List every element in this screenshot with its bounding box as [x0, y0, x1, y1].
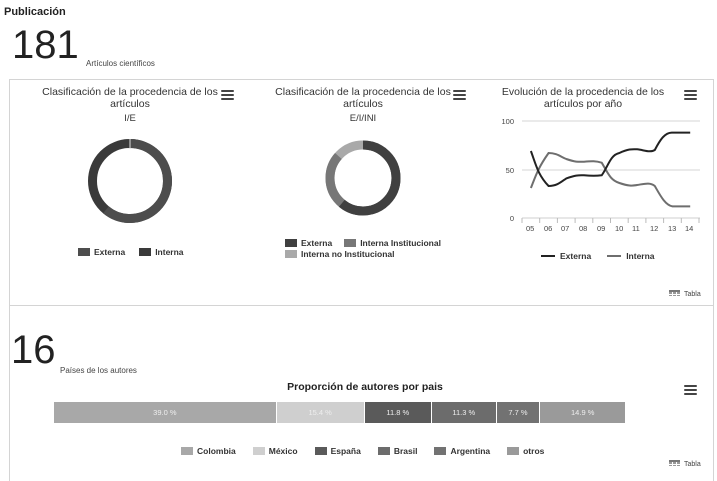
- legend-item-externa[interactable]: Externa: [541, 251, 591, 261]
- chart-ie-title: Clasificación de la procedencia de los artículos: [42, 86, 218, 110]
- legend-swatch: [315, 447, 327, 455]
- table-button-articles[interactable]: Tabla: [669, 290, 701, 299]
- chart-eiini-donut: [323, 138, 403, 218]
- chart-eiini: [258, 86, 468, 124]
- legend-item-mexico[interactable]: México: [253, 446, 298, 456]
- legend-item-argentina[interactable]: Argentina: [434, 446, 490, 456]
- table-button-countries[interactable]: Tabla: [669, 460, 701, 469]
- legend-swatch: [507, 447, 519, 455]
- chart-evolution-menu-icon[interactable]: [684, 90, 697, 100]
- bar-segment-argentina[interactable]: 7.7 %: [497, 402, 541, 423]
- y-tick-100: 100: [501, 117, 514, 126]
- legend-line: [607, 255, 621, 257]
- chart-eiini-menu-icon[interactable]: [453, 90, 466, 100]
- legend-item-externa[interactable]: Externa: [285, 238, 332, 248]
- chart-evolution-plot: [520, 115, 705, 230]
- countries-chart-title: Proporción de autores por pais: [287, 381, 443, 393]
- chart-eiini-subtitle: E/I/INI: [349, 113, 377, 124]
- chart-ie-donut: [85, 136, 175, 226]
- chart-eiini-title: Clasificación de la procedencia de los artículos: [275, 86, 451, 110]
- countries-legend: [181, 446, 558, 456]
- chart-ie-menu-icon[interactable]: [221, 90, 234, 100]
- legend-item-colombia[interactable]: Colombia: [181, 446, 236, 456]
- countries-chart-menu-icon[interactable]: [684, 385, 697, 395]
- legend-swatch: [181, 447, 193, 455]
- bar-segment-otros[interactable]: 14.9 %: [540, 402, 625, 423]
- chart-ie-legend: [78, 247, 198, 257]
- legend-swatch: [78, 248, 90, 256]
- articles-count: 181: [12, 23, 79, 67]
- chart-evolution: [488, 86, 678, 110]
- legend-item-espana[interactable]: España: [315, 446, 361, 456]
- articles-count-label: Artículos científicos: [86, 59, 155, 68]
- legend-swatch: [285, 250, 297, 258]
- legend-item-interna-institucional[interactable]: Interna Institucional: [344, 238, 441, 248]
- chart-eiini-legend: [285, 238, 465, 259]
- y-tick-50: 50: [505, 166, 514, 175]
- countries-count-label: Países de los autores: [60, 366, 137, 375]
- legend-line: [541, 255, 555, 257]
- bar-segment-mexico[interactable]: 15.4 %: [277, 402, 365, 423]
- chart-evolution-legend: [541, 251, 669, 261]
- table-icon: [669, 290, 680, 299]
- chart-evolution-title: Evolución de la procedencia de los artículos por año: [501, 86, 665, 110]
- chart-ie: [20, 86, 240, 124]
- legend-swatch: [253, 447, 265, 455]
- legend-swatch: [378, 447, 390, 455]
- legend-swatch: [344, 239, 356, 247]
- legend-item-interna[interactable]: Interna: [607, 251, 654, 261]
- legend-swatch: [434, 447, 446, 455]
- chart-ie-subtitle: I/E: [124, 113, 136, 124]
- table-icon: [669, 460, 680, 469]
- legend-item-externa[interactable]: Externa: [78, 247, 125, 257]
- legend-item-brasil[interactable]: Brasil: [378, 446, 418, 456]
- countries-count: 16: [11, 328, 56, 372]
- legend-item-otros[interactable]: otros: [507, 446, 544, 456]
- legend-swatch: [139, 248, 151, 256]
- section-title: Publicación: [4, 6, 66, 18]
- bar-segment-colombia[interactable]: 39.0 %: [54, 402, 277, 423]
- legend-item-interna[interactable]: Interna: [139, 247, 183, 257]
- y-tick-0: 0: [509, 214, 514, 223]
- bar-segment-espana[interactable]: 11.8 %: [365, 402, 432, 423]
- bar-segment-brasil[interactable]: 11.3 %: [432, 402, 497, 423]
- legend-swatch: [285, 239, 297, 247]
- legend-item-interna-no-institucional[interactable]: Interna no Institucional: [285, 249, 395, 259]
- countries-stacked-bar: [54, 402, 625, 423]
